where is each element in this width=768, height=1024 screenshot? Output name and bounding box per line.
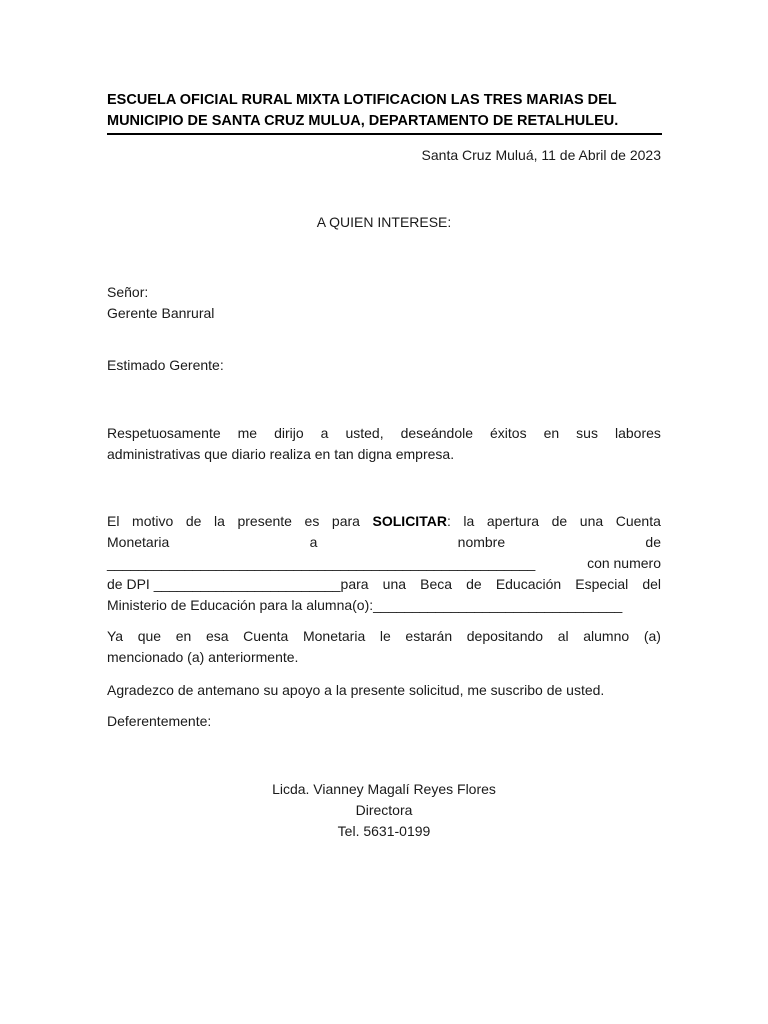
word: del xyxy=(642,576,661,592)
signature-block xyxy=(0,779,768,842)
dpi-blank: de DPI ________________________para xyxy=(107,576,369,592)
letter-date: Santa Cruz Muluá, 11 de Abril de 2023 xyxy=(421,147,661,163)
word: en xyxy=(543,425,560,441)
paragraph2-line1 xyxy=(107,511,661,532)
word: de xyxy=(466,576,482,592)
word: nombre xyxy=(457,534,506,550)
solicitar-emphasis xyxy=(373,511,451,532)
word: Respetuosamente xyxy=(107,425,221,441)
closing: Deferentemente: xyxy=(107,713,212,729)
word: Educación xyxy=(495,576,562,592)
signer-name: Licda. Vianney Magalí Reyes Flores xyxy=(272,781,496,797)
word: me xyxy=(237,425,258,441)
word: dirijo xyxy=(274,425,304,441)
paragraph2-line5: Ministerio de Educación para la alumna(o):________________________________ xyxy=(107,597,623,613)
paragraph-deposit xyxy=(107,626,661,668)
word: al xyxy=(557,628,569,644)
word: una xyxy=(382,576,407,592)
word: Beca xyxy=(420,576,453,592)
word: Especial xyxy=(575,576,629,592)
word: la xyxy=(214,513,225,529)
word: que xyxy=(137,628,162,644)
word: en xyxy=(175,628,192,644)
word: Monetaria xyxy=(302,628,366,644)
word: estarán xyxy=(405,628,453,644)
paragraph3-line1 xyxy=(107,626,661,647)
word: motivo xyxy=(132,513,174,529)
word: labores xyxy=(614,425,661,441)
paragraph-request xyxy=(107,511,661,616)
word: a xyxy=(320,425,329,441)
word: a xyxy=(309,534,318,550)
to-whom-heading: A QUIEN INTERESE: xyxy=(316,214,452,230)
header-line-1: ESCUELA OFICIAL RURAL MIXTA LOTIFICACION LAS TRES MARIAS DEL xyxy=(107,92,617,108)
signer-role: Directora xyxy=(355,802,413,818)
greeting: Estimado Gerente: xyxy=(107,357,224,373)
word: Ya xyxy=(107,628,124,644)
recipient-block xyxy=(107,282,214,324)
word: presente xyxy=(237,513,292,529)
word: de xyxy=(551,513,568,529)
word: es xyxy=(304,513,320,529)
paragraph3-line2: mencionado (a) anteriormente. xyxy=(107,649,299,665)
word: de xyxy=(185,513,202,529)
word: la xyxy=(463,513,475,529)
recipient-title: Gerente Banrural xyxy=(107,305,215,321)
word: El xyxy=(107,513,120,529)
header-line-2: MUNICIPIO DE SANTA CRUZ MULUA, DEPARTAMENTO DE RETALHULEU. xyxy=(107,113,619,129)
name-blank: _______________________________________________________ xyxy=(107,555,536,571)
paragraph2-line4 xyxy=(107,574,661,595)
word: una xyxy=(579,513,604,529)
word: éxitos xyxy=(490,425,527,441)
word: Monetaria xyxy=(107,534,170,550)
emphasis-word: SOLICITAR xyxy=(372,513,447,529)
word: de xyxy=(645,534,661,550)
word: sus xyxy=(576,425,598,441)
school-header xyxy=(107,90,662,135)
word: para xyxy=(331,513,360,529)
word: con numero xyxy=(587,555,661,571)
colon: : xyxy=(446,513,451,529)
word: alumno xyxy=(583,628,630,644)
word: Cuenta xyxy=(615,513,661,529)
word: usted, xyxy=(345,425,384,441)
recipient-salutation: Señor: xyxy=(107,284,149,300)
word: deseándole xyxy=(400,425,474,441)
paragraph2-line2 xyxy=(107,532,661,553)
word: le xyxy=(379,628,391,644)
paragraph-greeting-wishes xyxy=(107,423,661,465)
word: (a) xyxy=(643,628,661,644)
word: esa xyxy=(205,628,229,644)
paragraph1-line1 xyxy=(107,423,661,444)
signer-phone: Tel. 5631-0199 xyxy=(337,823,431,839)
paragraph-thanks: Agradezco de antemano su apoyo a la presente solicitud, me suscribo de usted. xyxy=(107,682,605,698)
paragraph2-line3 xyxy=(107,553,661,574)
word: apertura xyxy=(486,513,540,529)
word: Cuenta xyxy=(243,628,289,644)
paragraph1-line2: administrativas que diario realiza en tan digna empresa. xyxy=(107,446,455,462)
word: depositando xyxy=(466,628,544,644)
